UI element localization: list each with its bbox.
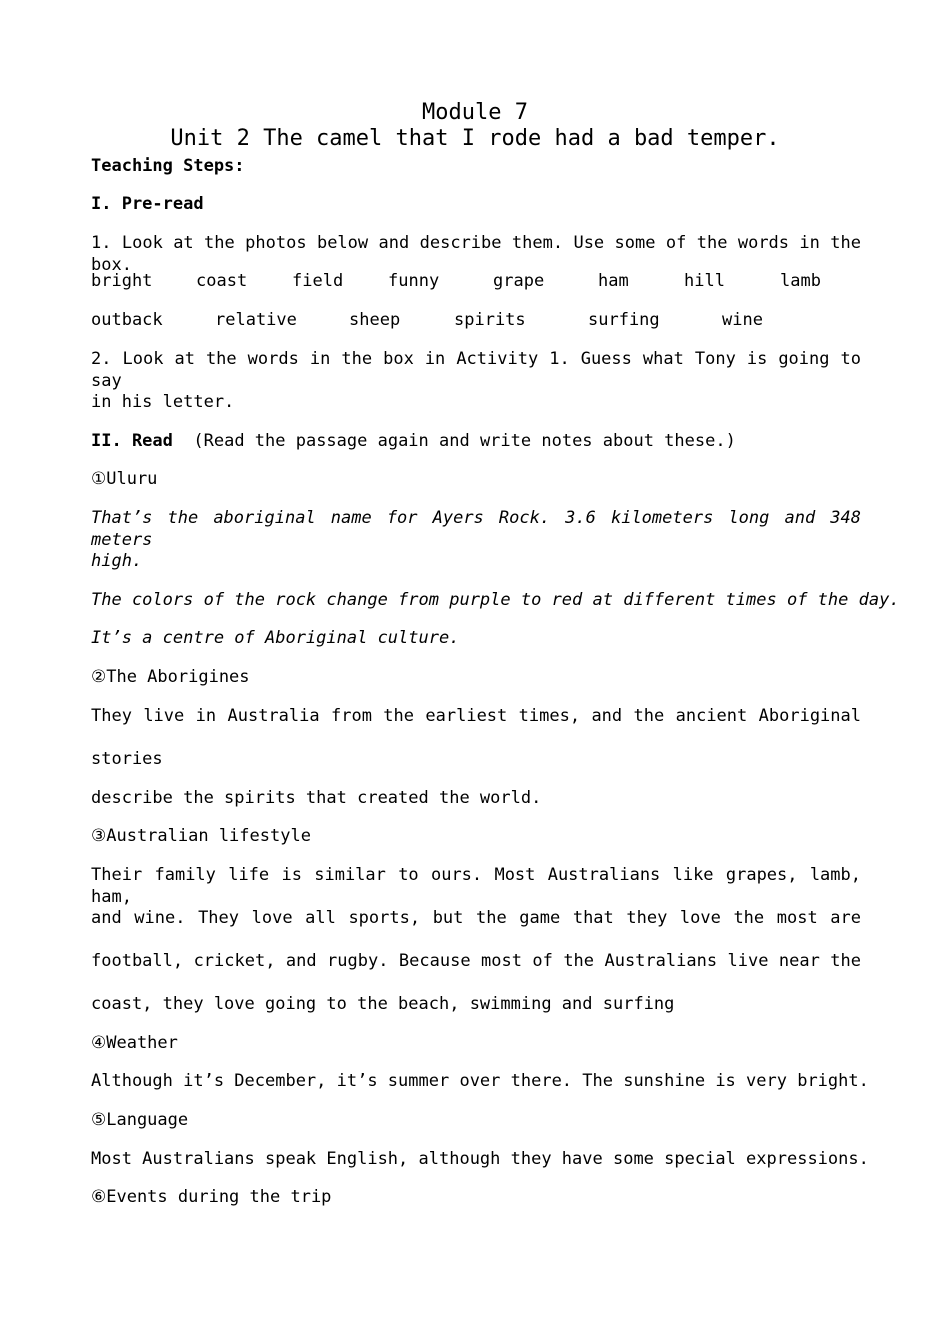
lifestyle-note: Their family life is similar to ours. Most Australians like grapes, lamb, ham,	[91, 865, 861, 907]
lifestyle-note: and wine. They love all sports, but the game that they love the most are	[91, 908, 861, 928]
word-box-item: sheep	[349, 310, 401, 330]
activity2-instruction: 2. Look at the words in the box in Activity 1. Guess what Tony is going to say	[91, 349, 861, 391]
language-note: Most Australians speak English, although they have some special expressions.	[91, 1149, 869, 1169]
module-title: Module 7	[422, 100, 528, 125]
activity2-instruction-cont: in his letter.	[91, 392, 235, 412]
word-box-item: ham	[598, 271, 629, 291]
word-box-item: funny	[388, 271, 440, 291]
read-instruction: (Read the passage again and write notes about these.)	[193, 431, 736, 451]
aborigines-note: describe the spirits that created the world.	[91, 788, 542, 808]
word-box-item: field	[292, 271, 344, 291]
word-box-item: surfing	[588, 310, 660, 330]
word-box-item: hill	[684, 271, 725, 291]
section-title-events: ⑥Events during the trip	[91, 1187, 332, 1207]
unit-title: Unit 2 The camel that I rode had a bad temper.	[170, 126, 780, 151]
word-box-item: coast	[196, 271, 248, 291]
read-heading: II. Read	[91, 431, 173, 451]
section-title-weather: ④Weather	[91, 1033, 178, 1053]
uluru-note: high.	[91, 551, 143, 571]
lifestyle-note: football, cricket, and rugby. Because most of the Australians live near the	[91, 951, 861, 971]
pre-read-heading: I. Pre-read	[91, 194, 204, 214]
uluru-note: The colors of the rock change from purple to red at different times of the day.	[91, 590, 900, 610]
uluru-note: It’s a centre of Aboriginal culture.	[91, 628, 460, 648]
section-title-language: ⑤Language	[91, 1110, 189, 1130]
uluru-note: That’s the aboriginal name for Ayers Rock. 3.6 kilometers long and 348 meters	[91, 508, 861, 550]
lifestyle-note: coast, they love going to the beach, swimming and surfing	[91, 994, 675, 1014]
word-box-item: lamb	[780, 271, 821, 291]
teaching-steps-label: Teaching Steps:	[91, 156, 245, 176]
section-title-aborigines: ②The Aborigines	[91, 667, 250, 687]
word-box-item: grape	[493, 271, 545, 291]
aborigines-note: stories	[91, 749, 163, 769]
aborigines-note: They live in Australia from the earliest times, and the ancient Aboriginal	[91, 706, 861, 726]
word-box-item: outback	[91, 310, 163, 330]
section-title-uluru: ①Uluru	[91, 469, 158, 489]
word-box-item: spirits	[454, 310, 526, 330]
word-box-item: wine	[722, 310, 763, 330]
section-title-lifestyle: ③Australian lifestyle	[91, 826, 311, 846]
word-box-item: bright	[91, 271, 153, 291]
read-heading-row	[91, 430, 861, 452]
weather-note: Although it’s December, it’s summer over there. The sunshine is very bright.	[91, 1071, 869, 1091]
activity1-instruction: 1. Look at the photos below and describe them. Use some of the words in the box.	[91, 233, 861, 275]
word-box-item: relative	[215, 310, 297, 330]
